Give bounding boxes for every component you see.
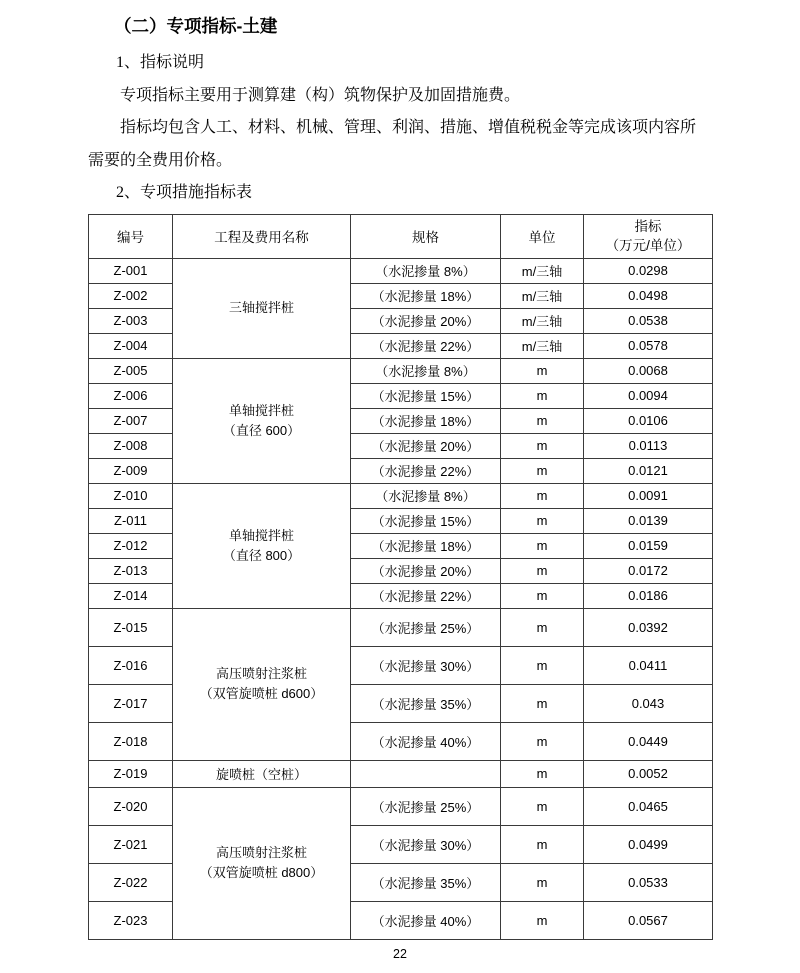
cell-spec: （水泥掺量 18%） <box>351 283 501 308</box>
cell-spec: （水泥掺量 8%） <box>351 483 501 508</box>
cell-unit: m <box>501 608 584 646</box>
group-name-line2: （双管旋喷桩 d600） <box>199 686 324 701</box>
cell-code: Z-012 <box>89 533 173 558</box>
cell-unit: m/三轴 <box>501 258 584 283</box>
cell-code: Z-001 <box>89 258 173 283</box>
cell-code: Z-006 <box>89 383 173 408</box>
cell-spec: （水泥掺量 30%） <box>351 825 501 863</box>
cell-unit: m <box>501 508 584 533</box>
cell-code: Z-017 <box>89 684 173 722</box>
cell-code: Z-018 <box>89 722 173 760</box>
cell-unit: m <box>501 825 584 863</box>
cell-value: 0.0498 <box>584 283 713 308</box>
cell-value: 0.0094 <box>584 383 713 408</box>
col-header-index-line1: 指标 <box>634 219 662 234</box>
cell-spec: （水泥掺量 8%） <box>351 358 501 383</box>
item-2-table-caption: 2、专项措施指标表 <box>116 184 253 201</box>
cell-value: 0.0159 <box>584 533 713 558</box>
cell-spec: （水泥掺量 15%） <box>351 508 501 533</box>
cell-value: 0.0449 <box>584 722 713 760</box>
cell-unit: m <box>501 583 584 608</box>
cell-unit: m <box>501 458 584 483</box>
cell-group-name <box>173 358 351 483</box>
cell-unit: m/三轴 <box>501 308 584 333</box>
cell-spec: （水泥掺量 35%） <box>351 863 501 901</box>
cell-code: Z-008 <box>89 433 173 458</box>
cell-value: 0.0411 <box>584 646 713 684</box>
cell-value: 0.0052 <box>584 760 713 787</box>
cell-spec: （水泥掺量 22%） <box>351 333 501 358</box>
group-name-line2: （直径 600） <box>222 422 301 438</box>
cell-code: Z-013 <box>89 558 173 583</box>
cell-group-name <box>173 787 351 939</box>
cell-unit: m <box>501 383 584 408</box>
cell-spec: （水泥掺量 22%） <box>351 583 501 608</box>
col-header-spec: 规格 <box>351 214 501 258</box>
paragraph-2-line-2: 需要的全费用价格。 <box>88 151 233 169</box>
group-name-line1: 三轴搅拌桩 <box>228 300 294 315</box>
cell-code: Z-022 <box>89 863 173 901</box>
cell-value: 0.0298 <box>584 258 713 283</box>
table-row <box>89 760 713 787</box>
cell-unit: m <box>501 684 584 722</box>
cell-code: Z-020 <box>89 787 173 825</box>
cell-group-name <box>173 608 351 760</box>
cell-value: 0.0139 <box>584 508 713 533</box>
paragraph-2-line-1: 指标均包含人工、材料、机械、管理、利润、措施、增值税税金等完成该项内容所 <box>120 119 697 136</box>
cell-unit: m/三轴 <box>501 283 584 308</box>
cell-unit: m <box>501 358 584 383</box>
cell-unit: m <box>501 863 584 901</box>
cell-code: Z-015 <box>89 608 173 646</box>
group-name-line2: （双管旋喷桩 d800） <box>199 865 324 880</box>
cell-value: 0.0068 <box>584 358 713 383</box>
cell-spec: （水泥掺量 8%） <box>351 258 501 283</box>
cell-spec: （水泥掺量 30%） <box>351 646 501 684</box>
cell-code: Z-021 <box>89 825 173 863</box>
special-measures-indicator-table <box>88 214 713 940</box>
cell-spec: （水泥掺量 25%） <box>351 608 501 646</box>
cell-unit: m <box>501 787 584 825</box>
col-header-unit: 单位 <box>501 214 584 258</box>
cell-value: 0.0106 <box>584 408 713 433</box>
cell-value: 0.0392 <box>584 608 713 646</box>
page-number: 22 <box>393 947 407 961</box>
cell-spec: （水泥掺量 18%） <box>351 408 501 433</box>
group-name-line1: 单轴搅拌桩 <box>228 402 294 418</box>
table-row <box>89 787 713 825</box>
cell-code: Z-019 <box>89 760 173 787</box>
table-row <box>89 608 713 646</box>
group-name-line2: （直径 800） <box>222 547 301 563</box>
cell-value: 0.043 <box>584 684 713 722</box>
cell-unit: m <box>501 483 584 508</box>
cell-value: 0.0578 <box>584 333 713 358</box>
paragraph-1: 专项指标主要用于测算建（构）筑物保护及加固措施费。 <box>120 86 521 104</box>
cell-unit: m <box>501 722 584 760</box>
cell-value: 0.0113 <box>584 433 713 458</box>
col-header-index-line2: （万元/单位） <box>605 238 691 253</box>
cell-spec: （水泥掺量 35%） <box>351 684 501 722</box>
cell-value: 0.0172 <box>584 558 713 583</box>
cell-spec: （水泥掺量 22%） <box>351 458 501 483</box>
cell-unit: m <box>501 558 584 583</box>
item-1-indicator-description: 1、指标说明 <box>116 54 205 71</box>
cell-value: 0.0567 <box>584 901 713 939</box>
table-row <box>89 358 713 383</box>
cell-spec: （水泥掺量 20%） <box>351 558 501 583</box>
cell-code: Z-009 <box>89 458 173 483</box>
cell-code: Z-014 <box>89 583 173 608</box>
cell-unit: m <box>501 646 584 684</box>
cell-code: Z-011 <box>89 508 173 533</box>
cell-code: Z-002 <box>89 283 173 308</box>
cell-code: Z-023 <box>89 901 173 939</box>
cell-unit: m <box>501 901 584 939</box>
table-row <box>89 258 713 283</box>
cell-code: Z-003 <box>89 308 173 333</box>
cell-code: Z-004 <box>89 333 173 358</box>
col-header-index <box>584 214 713 258</box>
cell-group-name <box>173 258 351 358</box>
cell-spec <box>351 760 501 787</box>
cell-value: 0.0499 <box>584 825 713 863</box>
cell-value: 0.0533 <box>584 863 713 901</box>
cell-group-name <box>173 483 351 608</box>
group-name-line1: 高压喷射注浆桩 <box>215 666 307 681</box>
table-row <box>89 483 713 508</box>
cell-value: 0.0091 <box>584 483 713 508</box>
cell-spec: （水泥掺量 15%） <box>351 383 501 408</box>
cell-unit: m <box>501 408 584 433</box>
table-header-row <box>89 214 713 258</box>
group-name-line1: 高压喷射注浆桩 <box>215 845 307 860</box>
cell-spec: （水泥掺量 20%） <box>351 433 501 458</box>
cell-unit: m <box>501 533 584 558</box>
cell-code: Z-016 <box>89 646 173 684</box>
section-title: （二）专项指标-土建 <box>114 16 278 36</box>
cell-group-name: 旋喷桩（空桩） <box>173 760 351 787</box>
cell-code: Z-007 <box>89 408 173 433</box>
cell-spec: （水泥掺量 40%） <box>351 901 501 939</box>
cell-value: 0.0121 <box>584 458 713 483</box>
cell-code: Z-010 <box>89 483 173 508</box>
cell-unit: m <box>501 760 584 787</box>
cell-code: Z-005 <box>89 358 173 383</box>
group-name-line1: 单轴搅拌桩 <box>228 527 294 543</box>
cell-unit: m <box>501 433 584 458</box>
cell-value: 0.0186 <box>584 583 713 608</box>
cell-unit: m/三轴 <box>501 333 584 358</box>
cell-value: 0.0538 <box>584 308 713 333</box>
col-header-code: 编号 <box>89 214 173 258</box>
page-content <box>88 8 712 940</box>
cell-spec: （水泥掺量 40%） <box>351 722 501 760</box>
cell-value: 0.0465 <box>584 787 713 825</box>
cell-spec: （水泥掺量 20%） <box>351 308 501 333</box>
col-header-name: 工程及费用名称 <box>173 214 351 258</box>
cell-spec: （水泥掺量 25%） <box>351 787 501 825</box>
cell-spec: （水泥掺量 18%） <box>351 533 501 558</box>
